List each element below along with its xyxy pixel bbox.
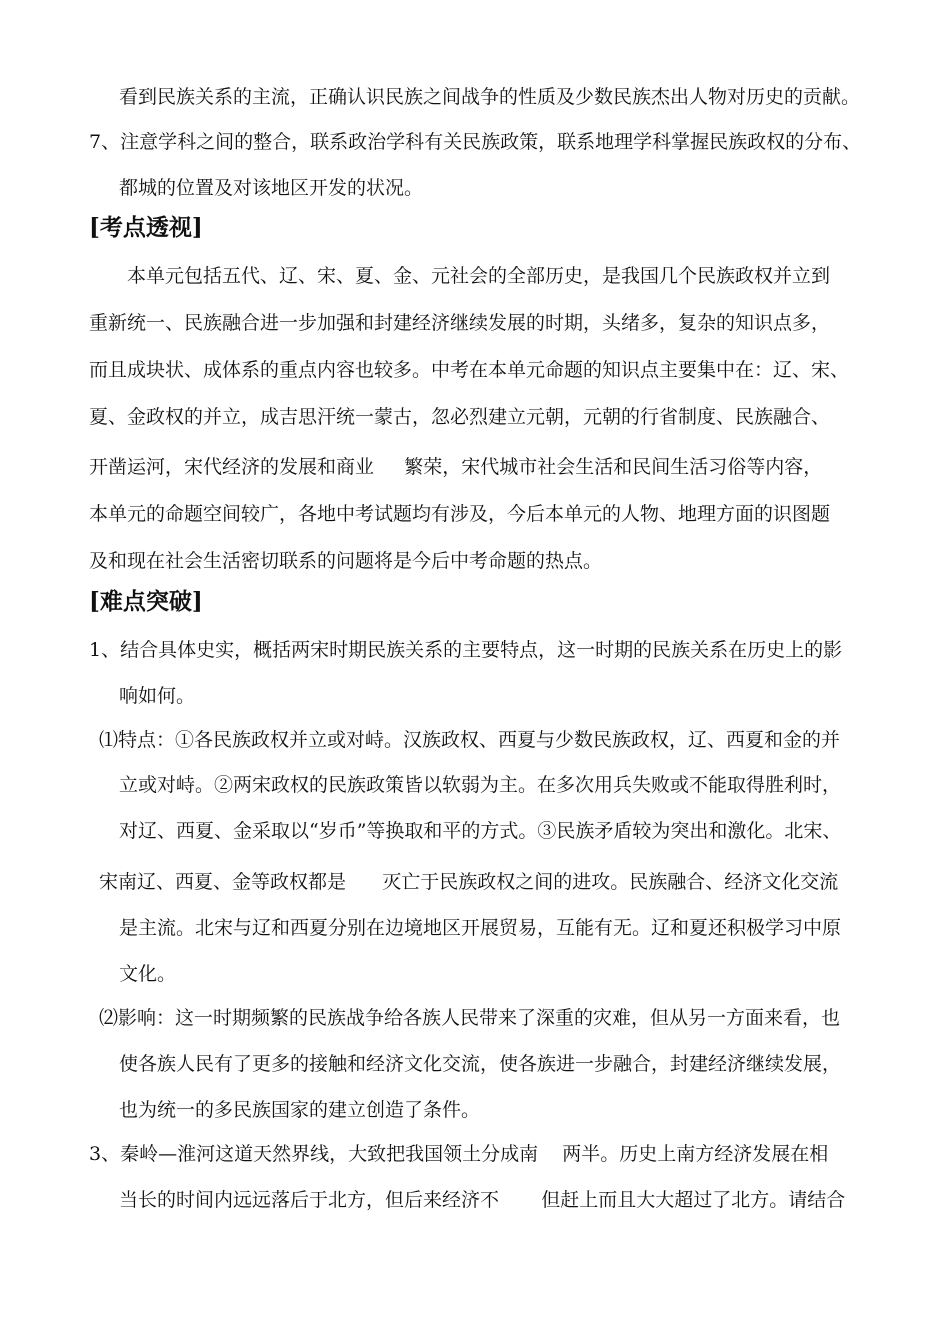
section-heading: [难点突破] — [89, 588, 203, 615]
text-line: 都城的位置及对该地区开发的状况。 — [119, 177, 424, 199]
text-line: 本单元的命题空间较广，各地中考试题均有涉及，今后本单元的人物、地理方面的识图题 — [89, 503, 831, 525]
text-line: 而且成块状、成体系的重点内容也较多。中考在本单元命题的知识点主要集中在：辽、宋、 — [89, 359, 850, 381]
text-line: 及和现在社会生活密切联系的问题将是今后中考命题的热点。 — [89, 550, 603, 572]
text-line: 也为统一的多民族国家的建立创造了条件。 — [119, 1099, 481, 1121]
text-line: ⑵影响：这一时期频繁的民族战争给各族人民带来了深重的灾难，但从另一方面来看，也 — [99, 1007, 841, 1029]
text-line: 3、秦岭—淮河这道天然界线，大致把我国领土分成南 两半。历史上南方经济发展在相 — [89, 1143, 829, 1165]
text-line: 使各族人民有了更多的接触和经济文化交流，使各族进一步融合，封建经济继续发展， — [119, 1053, 842, 1075]
text-line: 是主流。北宋与辽和西夏分别在边境地区开展贸易，互能有无。辽和夏还积极学习中原 — [119, 917, 842, 939]
text-line: 当长的时间内远远落后于北方，但后来经济不 但赶上而且大大超过了北方。请结合 — [119, 1189, 846, 1211]
text-line: 响如何。 — [119, 685, 196, 707]
text-line: ⑴特点：①各民族政权并立或对峙。汉族政权、西夏与少数民族政权，辽、西夏和金的并 — [99, 729, 841, 751]
text-line: 重新统一、民族融合进一步加强和封建经济继续发展的时期，头绪多，复杂的知识点多， — [89, 312, 831, 334]
text-line: 开凿运河，宋代经济的发展和商业 繁荣，宋代城市社会生活和民间生活习俗等内容， — [89, 456, 823, 478]
text-line: 1、结合具体史实，概括两宋时期民族关系的主要特点，这一时期的民族关系在历史上的影 — [89, 639, 843, 661]
section-heading: [考点透视] — [89, 214, 203, 241]
text-line: 对辽、西夏、金采取以“岁币”等换取和平的方式。③民族矛盾较为突出和激化。北宋、 — [119, 820, 842, 842]
text-line: 文化。 — [119, 963, 177, 985]
text-line: 本单元包括五代、辽、宋、夏、金、元社会的全部历史，是我国几个民族政权并立到 — [127, 265, 831, 287]
text-line: 宋南辽、西夏、金等政权都是 灭亡于民族政权之间的进攻。民族融合、经济文化交流 — [99, 871, 839, 893]
text-line: 看到民族关系的主流，正确认识民族之间战争的性质及少数民族杰出人物对历史的贡献。 — [119, 86, 861, 108]
text-line: 7、注意学科之间的整合，联系政治学科有关民族政策，联系地理学科掌握民族政权的分布、 — [89, 131, 862, 153]
text-line: 夏、金政权的并立，成吉思汗统一蒙古，忽必烈建立元朝，元朝的行省制度、民族融合、 — [89, 406, 831, 428]
text-line: 立或对峙。②两宋政权的民族政策皆以软弱为主。在多次用兵失败或不能取得胜利时， — [119, 774, 842, 796]
